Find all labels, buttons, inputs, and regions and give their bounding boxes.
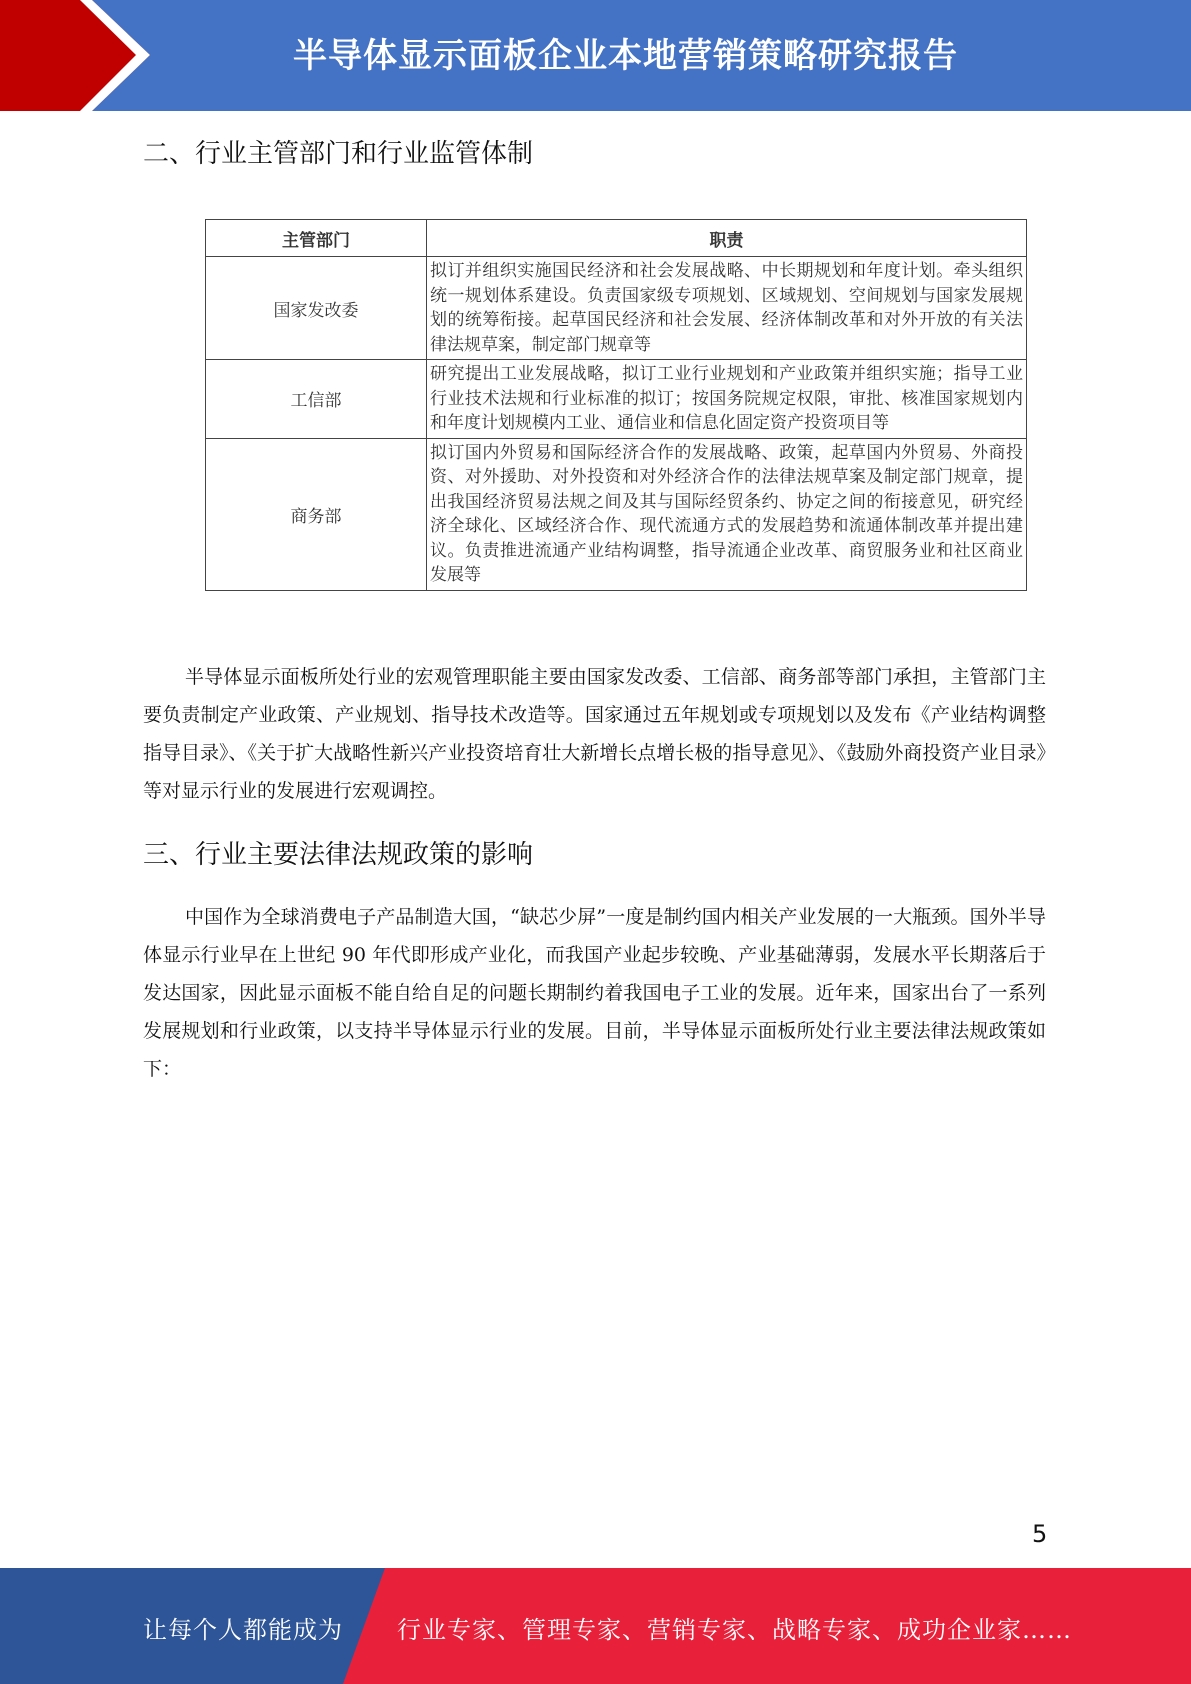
report-title: 半导体显示面板企业本地营销策略研究报告: [293, 36, 958, 76]
table-row: [206, 438, 1027, 590]
section-heading-laws: 三、行业主要法律法规政策的影响: [143, 840, 534, 870]
duties-cell: 拟订并组织实施国民经济和社会发展战略、中长期规划和年度计划。牵头组织统一规划体系建设。负责国家级专项规划、区域规划、空间规划与国家发展规划的统筹衔接。起草国民经济和社会发展、经济体制改革和对外开放的有关法律法规草案，制定部门规章等: [427, 257, 1027, 360]
page-number: 5: [1032, 1520, 1048, 1548]
table-row: [206, 257, 1027, 360]
footer-slogan-right: 行业专家、管理专家、营销专家、战略专家、成功企业家……: [397, 1616, 1072, 1644]
column-header-duties: 职责: [427, 220, 1027, 257]
footer-banner: [0, 1568, 1191, 1684]
column-header-department: 主管部门: [206, 220, 427, 257]
duties-cell: 拟订国内外贸易和国际经济合作的发展战略、政策，起草国内外贸易、外商投资、对外援助、对外投资和对外经济合作的法律法规草案及制定部门规章，提出我国经济贸易法规之间及其与国际经贸条约、协定之间的衔接意见，研究经济全球化、区域经济合作、现代流通方式的发展趋势和流通体制改革并提出建议。负责推进流通产业结构调整，指导流通企业改革、商贸服务业和社区商业发展等: [427, 438, 1027, 590]
section-heading-regulators: 二、行业主管部门和行业监管体制: [143, 139, 534, 169]
department-cell: 商务部: [206, 438, 427, 590]
department-cell: 国家发改委: [206, 257, 427, 360]
regulator-table: [205, 219, 1027, 591]
department-cell: 工信部: [206, 360, 427, 439]
footer-slogan-left: 让每个人都能成为: [143, 1616, 343, 1644]
duties-cell: 研究提出工业发展战略，拟订工业行业规划和产业政策并组织实施；指导工业行业技术法规和行业标准的拟订；按国务院规定权限，审批、核准国家规划内和年度计划规模内工业、通信业和信息化固定资产投资项目等: [427, 360, 1027, 439]
laws-paragraph: 中国作为全球消费电子产品制造大国，“缺芯少屏”一度是制约国内相关产业发展的一大瓶颈。国外半导体显示行业早在上世纪 90 年代即形成产业化，而我国产业起步较晚、产业基础薄弱，发展水平长期落后于发达国家，因此显示面板不能自给自足的问题长期制约着我国电子工业的发展。近年来，国家出台了一系列发展规划和行业政策，以支持半导体显示行业的发展。目前，半导体显示面板所处行业主要法律法规政策如下：: [143, 906, 1046, 1080]
regulator-paragraph: 半导体显示面板所处行业的宏观管理职能主要由国家发改委、工信部、商务部等部门承担，主管部门主要负责制定产业政策、产业规划、指导技术改造等。国家通过五年规划或专项规划以及发布《产业结构调整指导目录》、《关于扩大战略性新兴产业投资培育壮大新增长点增长极的指导意见》、《鼓励外商投资产业目录》等对显示行业的发展进行宏观调控。: [143, 666, 1046, 802]
table-row: [206, 360, 1027, 439]
header-banner: [0, 0, 1191, 111]
table-header-row: [206, 220, 1027, 257]
